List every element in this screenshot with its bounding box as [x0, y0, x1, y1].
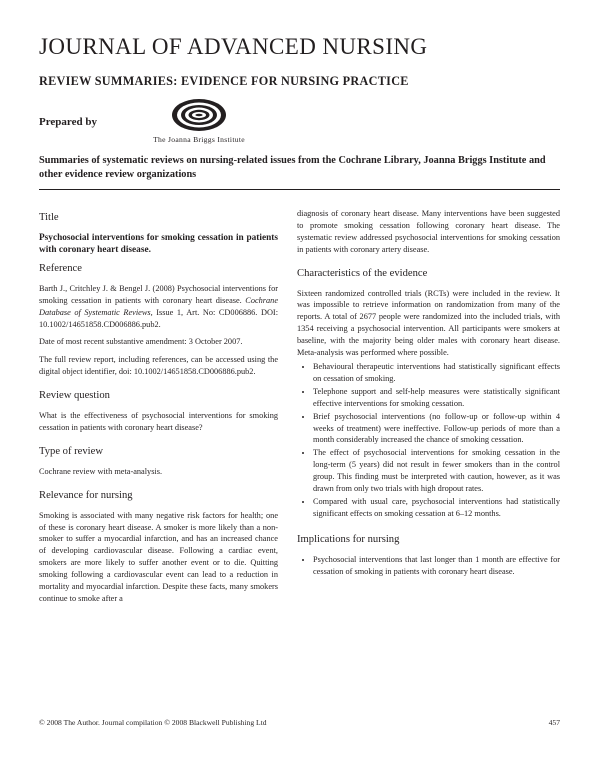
- joanna-briggs-logo: [138, 98, 260, 146]
- right-column: [297, 208, 560, 583]
- full-review-note: The full review report, including references, can be accessed using the digital object identifier, doi: 10.1002/14651858.CD006886.pub2.: [39, 355, 278, 377]
- list-item: • Brief psychosocial interventions (no follow-up or follow-up within 4 weeks of treatment) were ineffective. Follow-up periods of more than a month considerably increased the chance of smoking cessation.: [313, 411, 560, 447]
- list-item: • Telephone support and self-help measures were statistically significant effective interventions for smoking cessation.: [313, 386, 560, 410]
- type-text: Cochrane review with meta-analysis.: [39, 466, 163, 476]
- type-heading: Type of review: [39, 445, 103, 457]
- implications-heading: Implications for nursing: [297, 533, 400, 545]
- section-title: REVIEW SUMMARIES: EVIDENCE FOR NURSING PRACTICE: [39, 74, 409, 88]
- relevance-heading: Relevance for nursing: [39, 489, 133, 501]
- reference-journal: Cochrane Database of Systematic Reviews,: [39, 295, 279, 317]
- reference-authors: Barth J., Critchley J. & Bengel J. (2008) Psychosocial interventions for smoking cessation in patients with coronary heart disease.: [39, 283, 278, 305]
- list-item: • Psychosocial interventions that last longer than 1 month are effective for cessation of smoking in patients with coronary heart disease.: [313, 554, 560, 578]
- review-title: Psychosocial interventions for smoking cessation in patients with coronary heart disease.: [39, 232, 278, 256]
- page-number: 457: [548, 718, 560, 727]
- amendment-date: Date of most recent substantive amendment: 3 October 2007.: [39, 337, 243, 347]
- relevance-text: Smoking is associated with many negative risk factors for health; one of these is coronary heart disease. A smoker is more likely than a non-smoker to suffer a myocardial infarction, and has an increased chance of developing cardiovascular disease. Following a cardiac event, smokers are more likely to suffer another event or to die. Quitting smoking following a cardiovascular event can lead to a reduction in mortality and myocardial infarction. Despite these facts, many smokers continue to smoke after a: [39, 510, 278, 603]
- characteristics-heading: Characteristics of the evidence: [297, 267, 428, 279]
- reference-text: [39, 283, 278, 331]
- implications-list: [297, 554, 560, 578]
- question-heading: Review question: [39, 390, 110, 402]
- list-item: • Behavioural therapeutic interventions had statistically significant effects on cessation of smoking.: [313, 361, 560, 385]
- logo-text: The Joanna Briggs Institute: [153, 135, 245, 144]
- list-item: • The effect of psychosocial interventions for smoking cessation in the long-term (5 years) did not result in fewer smokers than in the control group. This finding must be interpreted with caution, however, as it was drawn from only two trials with high dropout rates.: [313, 447, 560, 495]
- prepared-by: Prepared by: [39, 116, 97, 128]
- journal-title: JOURNAL OF ADVANCED NURSING: [39, 34, 428, 59]
- copyright: © 2008 The Author. Journal compilation © 2008 Blackwell Publishing Ltd: [39, 718, 267, 727]
- page-footer: [39, 718, 560, 727]
- question-text: What is the effectiveness of psychosocial interventions for smoking cessation in patients with coronary heart disease?: [39, 411, 278, 432]
- characteristics-list: [297, 361, 560, 520]
- left-column: [39, 212, 278, 611]
- continuation-text: diagnosis of coronary heart disease. Many interventions have been suggested to promote smoking cessation following coronary heart disease. The systematic review addressed psychosocial interventions for smoking cessation in patients with coronary artery disease.: [297, 209, 560, 254]
- reference-doi: Issue 1, Art. No: CD006886. DOI: 10.1002/14651858.CD006886.pub2.: [39, 307, 278, 329]
- header-divider: [39, 189, 560, 190]
- characteristics-text: Sixteen randomized controlled trials (RCTs) were included in the review. It was impossible to retrieve information on randomization from many of the reports. A total of 2677 people were randomized into the included trials, with 1354 receiving a psychosocial intervention. All participants were smokers at baseline, with the majority being older males with coronary heart disease. Meta-analysis was performed where possible.: [297, 288, 560, 358]
- concentric-circles-icon: [138, 98, 260, 134]
- title-heading: Title: [39, 212, 59, 223]
- summary-intro: Summaries of systematic reviews on nursing-related issues from the Cochrane Library, Joanna Briggs Institute and other evidence review organizations: [39, 155, 546, 180]
- list-item: • Compared with usual care, psychosocial interventions had statistically significant effects on smoking cessation at 6–12 months.: [313, 496, 560, 520]
- reference-heading: Reference: [39, 262, 82, 274]
